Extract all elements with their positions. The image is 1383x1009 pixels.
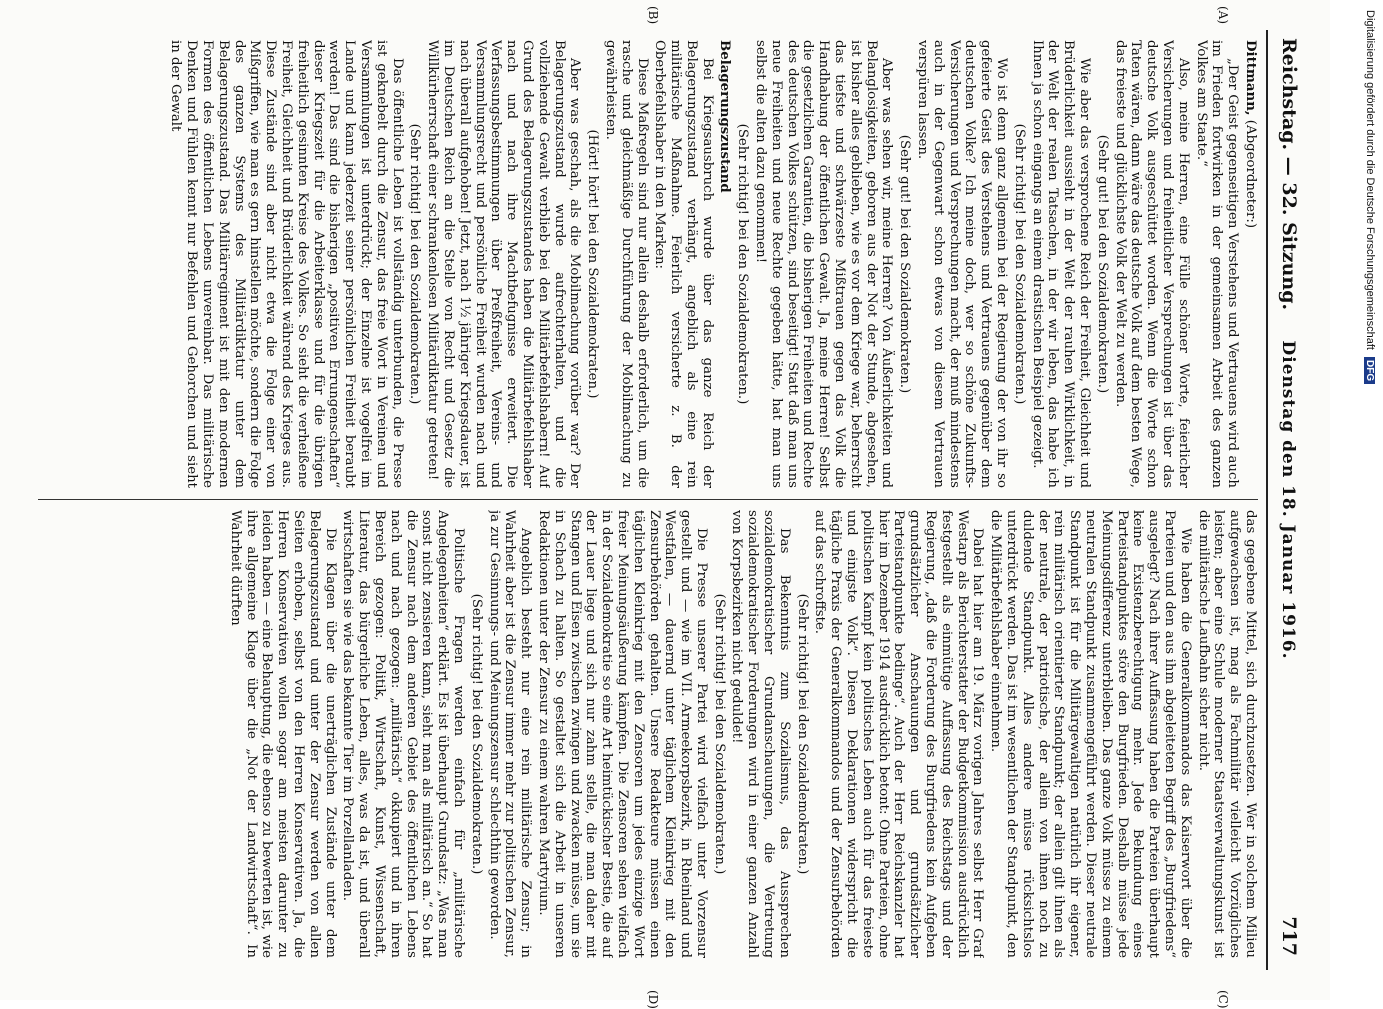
interjection: (Hört! hört! bei den Sozialdemokraten.): [585, 129, 601, 399]
speaker-name: Dittmann,: [1243, 40, 1258, 116]
margin-marker-b: (B): [646, 6, 660, 25]
speaker-role: (Abgeordneter:): [1243, 119, 1258, 229]
header-date: Dienstag den 18. Januar 1916.: [1278, 340, 1298, 660]
paragraph: Aber was geschah, als die Mobilmachung vorüber war? Der Belagerungszustand wurde aufrechterhalten, und die vollziehende Gewalt verblieb bei den Militärbefehlshabern! Auf Grund des Belagerungszustandes haben die Militärbefehlshaber nach und nach ihre Machtbefugnisse erweitert. Die Verfassungsbestimmungen über Preßfreiheit, Vereins- und Versammlungsrecht und persönliche Freiheit wurden nach und nach überall aufgehoben! Jetzt, nach 1½ jähriger Kriegsdauer, ist im Deutschen Reich an die Stelle von Recht und Gesetz die Willkürherrschaft einer schrankenlosen Militärdiktatur getreten!: [425, 40, 583, 488]
paragraph: Aber was sehen wir, meine Herren? Von Äußerlichkeiten und Belanglosigkeiten, geboren aus der Not der Stunde, abgesehen, ist bisher alles geblieben, wie es vor dem Kriege war, beherrscht das tiefste und schwärzeste Mißtrauen gegen das Volk die Handhabung der öffentlichen Gewalt. Ja, meine Herren! Selbst die gesetzlichen Garantien, die bisherigen Freiheiten und Rechte des deutschen Volkes schützen, sind beseitigt! Statt daß man uns neue Freiheiten und neue Rechte gegeben hätte, hat man uns selbst die alten dazu genommen!: [753, 40, 895, 488]
digitization-credit: [1362, 10, 1378, 770]
header-left: Reichstag. — 32. Sitzung.: [1278, 38, 1300, 311]
paragraph: Das öffentliche Leben ist vollständig unterbunden, die Presse ist geknebelt durch die Zensur, das freie Wort in Vereinen und Versammlungen ist unterdrückt; der Einzelne ist vogelfrei im Lande und kann jederzeit seiner persönlichen Freiheit beraubt werden! Das sind die bisherigen „positiven Errungenschaften“ dieser Kriegszeit für die Arbeiterklasse und für die übrigen freiheitlich gesinnten Kreise des Volkes. So sieht die verheißene Freiheit, Gleichheit und Brüderlichkeit während des Krieges aus. Diese Zustände sind aber nicht etwa die Folge einer von Mißgriffen, wie man es gern hinstellen möchte, sondern die Folge des ganzen Systems des Militärdiktatur unter dem Belagerungszustand. Das Militärregiment ist mit den modernen Formen des öffentlichen Lebens unvereinbar. Das militärische Denken und Fühlen kennt nur Befehlen und Gehorchen und sieht in der Gewalt: [168, 40, 405, 488]
interjection: (Sehr richtig! bei den Sozialdemokraten.): [794, 593, 810, 875]
speaker-line: [1242, 40, 1258, 488]
margin-marker-a: (A): [1216, 6, 1230, 25]
interjection: (Sehr richtig! bei den Sozialdemokraten.): [1011, 123, 1027, 405]
paragraph: Politische Fragen werden einfach für „militärische Angelegenheiten“ erklärt. Es ist überhaupt Grundsatz: „Was man sonst nicht zensieren kann, sieht man als militärisch an.“ So hat die Zensur nach dem anderen Gebiet des öffentlichen Lebens nach und nach gezogen: „militärisch“ okkupiert und in ihren Bereich gezogen: Politik, Wirtschaft, Kunst, Wissenschaft, Literatur, das bürgerliche Leben, alles, was da ist, und überall wirtschaften sie wie das bekannte Tier im Porzellanladen.: [340, 510, 466, 958]
quotation: Diese Maßregeln sind nur allein deshalb erforderlich, um die rasche und gleichmäßige Durchführung der Mobilmachung zu gewährleisten.: [602, 40, 650, 488]
section-keyword: Belagerungszustand: [717, 40, 733, 193]
paragraph: das gegebene Mittel, sich durchzusetzen. Wer in solchem Milieu aufgewachsen ist, mag als Fachmilitär vielleicht Vorzügliches leisten; aber eine Schule moderner Staatsverwaltungskunst ist die militärische Laufbahn sicher nicht.: [1195, 510, 1258, 958]
margin-marker-c: (C): [1216, 990, 1230, 1009]
left-column: [28, 40, 1258, 488]
interjection: (Sehr richtig! bei den Sozialdemokraten.): [735, 123, 751, 405]
paragraph: Das Bekenntnis zum Sozialismus, das Aussprechen sozialdemokratischer Grundanschauungen, die Vertretung sozialdemokratischer Forderungen wird in einer ganzen Anzahl von Korpsbezirken nicht geduldet!: [729, 510, 792, 958]
interjection: (Sehr richtig! bei den Sozialdemokraten.): [711, 593, 727, 875]
interjection: (Sehr gut! bei den Sozialdemokraten.): [1094, 134, 1110, 394]
paragraph: Die Presse unserer Partei wird vielfach unter Vorzensur gestellt und — wie im VII. Armeekorpsbezirk, in Rheinland und Westfalen, — dauernd unter täglichem Kleinkrieg mit den Zensurbehörden gehalten. Unsere Redakteure müssen einen täglichen Kleinkrieg mit den Zensoren um jedes einzige Wort freier Meinungsäußerung kämpfen. Die Zensoren sehen vielfach in der Sozialdemokratie so eine Art heimtückischer Bestie, die auf der Lauer liege und sich nur zahm stelle, die man daher mit Stangen und Eisen zwischen zwingen und zwacken müsse, um sie in Schach zu halten. So gestaltet sich die Arbeit in unseren Redaktionen unter der Zensur zu einem wahren Martyrium.: [535, 510, 709, 958]
paragraph: Dabei hat hier am 19. März vorigen Jahres selbst Herr Graf Westarp als Berichterstatter der Budgetkommission ausdrücklich festgestellt als einmütige Auffassung des Reichstags und der Regierung, „daß die Forderung des Burgfriedens kein Aufgeben grundsätzlicher Anschauungen und grundsätzlicher Parteistandpunkte bedinge“. Auch der Herr Reichskanzler hat hier im Dezember 1914 ausdrücklich betont: Ohne Parteien, ohne politischen Kampf kein politisches Leben auch für das freieste und einigste Volk“. Diesen Deklarationen widerspricht die tägliche Praxis der Generalkommandos und der Zensurbehörden auf das schroffste.: [812, 510, 986, 958]
interjection: (Sehr gut! bei den Sozialdemokraten.): [897, 134, 913, 394]
paragraph: „Der Geist gegenseitigen Verstehens und Vertrauens wird auch im Frieden fortwirken in der gemeinsamen Arbeit des ganzen Volkes am Staate.“: [1193, 40, 1241, 488]
paragraph: Die Klagen über die unerträglichen Zustände unter dem Belagerungszustand und unter der Zensur werden von allen Seiten erhoben, selbst von den Herren Konservativen. Ja, die Herren Konservativen wollen sogar am meisten darunter zu leiden haben — eine Behauptung, die ebenso zu bewerten ist, wie ihre allgemeine Klage über die „Not der Landwirtschaft“. In Wahrheit dürften: [227, 510, 338, 958]
paragraph: Also, meine Herren, eine Fülle schöner Worte, feierlicher Versicherungen und freiheitlicher Versprechungen ist über das deutsche Volk ausgeschüttet worden. Wenn die Worte schon Taten wären, dann wäre das deutsche Volk auf dem besten Wege, das freieste und glücklichste Volk der Welt zu werden.: [1112, 40, 1191, 488]
paragraph: Angeblich besteht nur eine rein militärische Zensur; in Wahrheit aber ist die Zensur immer mehr zur politischen Zensur, ja zur Gesinnungs- und Meinungszensur schlechthin geworden.: [486, 510, 534, 958]
interjection: (Sehr richtig! bei den Sozialdemokraten.): [468, 593, 484, 875]
credit-text: Digitalisierung gefördert durch die Deutsche Forschungsgemeinschaft: [1364, 10, 1376, 350]
margin-marker-d: (D): [646, 990, 660, 1009]
interjection: (Sehr richtig! bei den Sozialdemokraten.): [407, 123, 423, 405]
column-divider: [38, 499, 1258, 500]
paragraph: Bei Kriegsausbruch wurde über das ganze Reich der Belagerungszustand verhängt, angeblich als eine rein militärische Maßnahme. Feierlich versicherte z. B. der Oberbefehlshaber in den Marken:: [652, 40, 715, 488]
paragraph: Wie aber das versprochene Reich der Freiheit, Gleichheit und Brüderlichkeit aussieht in der Welt der rauhen Wirklichkeit, in der Welt der realen Tatsachen, in der wir leben, das habe ich Ihnen ja schon eingangs an einem drastischen Beispiel gezeigt.: [1029, 40, 1093, 488]
right-column: [28, 510, 1258, 958]
dfg-logo: DFG: [1364, 357, 1375, 384]
paragraph: Wo ist denn ganz allgemein bei der Regierung der von ihr so gefeierte Geist des Verstehens und Vertrauens gegenüber dem deutschen Volke? Ich meine doch, wer so schöne Zukunfts-Versicherungen und Versprechungen macht, der muß mindestens auch in der Gegenwart schon etwas von diesem Vertrauen verspüren lassen.: [915, 40, 1010, 488]
page-content: [18, 6, 1308, 1009]
paragraph: Wie haben die Generalkommandos das Kaiserwort über die Parteien und den aus ihm abgeleiteten Begriff des „Burgfriedens“ ausgelegt? Nach ihrer Auffassung haben die Parteien überhaupt keine Existenzberechtigung mehr. Jede Bekundung eines Parteistandpunktes störe den Burgfrieden. Deshalb müsse jede Meinungsdifferenz unterbleiben. Das ganze Volk müsse zu einem neutralen Standpunkt zusammengeführt werden. Dieser neutrale Standpunkt ist für die Militärgewaltigen natürlich ihr eigener, rein militärisch orientierter Standpunkt; der allein gilt ihnen als der neutrale, der patriotische, der allein von ihnen noch zu duldende Standpunkt. Alles andere müsse rücksichtslos unterdrückt werden. Das ist im wesentlichen der Standpunkt, den die Militärbefehlshaber einnehmen.: [988, 510, 1193, 958]
page-number: 717: [1278, 916, 1300, 956]
page-header: [1266, 30, 1308, 970]
credit-line: [1364, 10, 1376, 770]
speaker-role-text: Abgeordneter:: [1243, 124, 1258, 223]
